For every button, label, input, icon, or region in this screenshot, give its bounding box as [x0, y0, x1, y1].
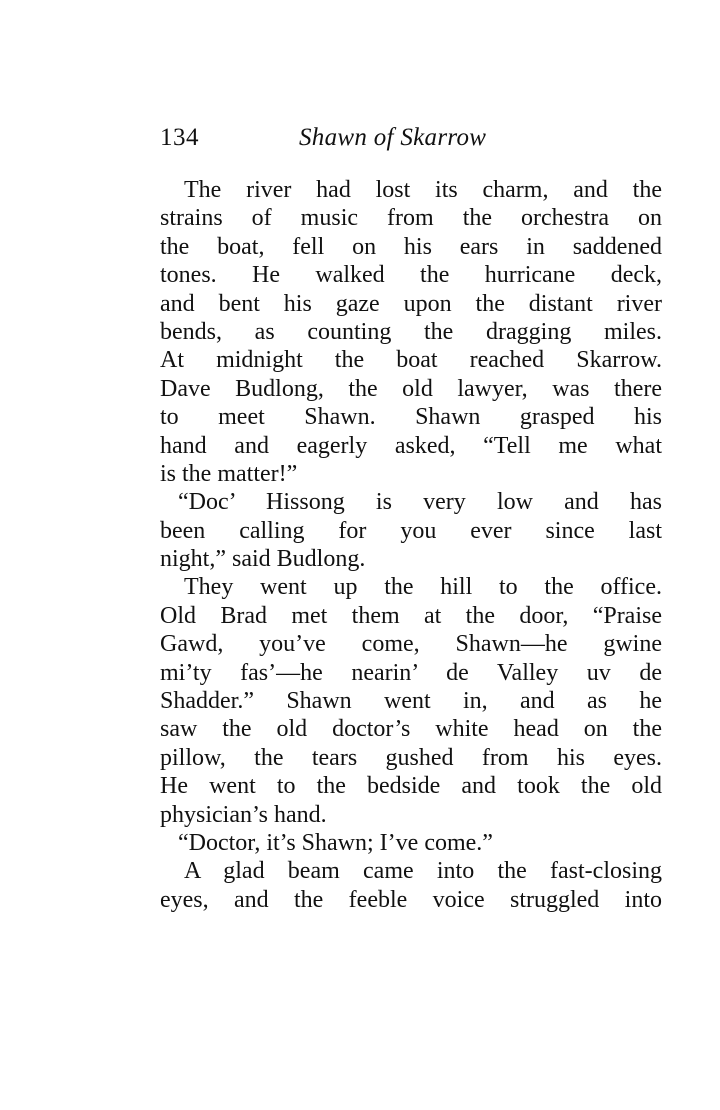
text-line: They went up the hill to the office.	[184, 574, 662, 601]
text-line: and bent his gaze upon the distant river	[160, 290, 662, 317]
text-line: Dave Budlong, the old lawyer, was there	[160, 375, 662, 402]
page-number: 134	[160, 124, 199, 151]
text-line: hand and eagerly asked, “Tell me what	[160, 432, 662, 459]
text-line: He went to the bedside and took the old	[160, 773, 662, 800]
body-text	[160, 176, 662, 914]
text-line: A glad beam came into the fast-closing	[184, 858, 662, 885]
text-line: bends, as counting the dragging miles.	[160, 318, 662, 345]
text-line: saw the old doctor’s white head on the	[160, 716, 662, 743]
text-line: the boat, fell on his ears in saddened	[160, 233, 662, 260]
text-line: is the matter!”	[160, 460, 298, 487]
text-line: “Doc’ Hissong is very low and has	[178, 489, 662, 516]
text-line: tones. He walked the hurricane deck,	[160, 262, 662, 289]
text-line: The river had lost its charm, and the	[184, 177, 662, 203]
page-header	[160, 118, 660, 158]
text-line: been calling for you ever since last	[160, 517, 662, 544]
text-line: eyes, and the feeble voice struggled into	[160, 886, 662, 913]
text-line: to meet Shawn. Shawn grasped his	[160, 404, 662, 431]
text-line: physician’s hand.	[160, 801, 327, 828]
text-line: Gawd, you’ve come, Shawn—he gwine	[160, 631, 662, 658]
text-line: Old Brad met them at the door, “Praise	[160, 602, 662, 629]
text-line: “Doctor, it’s Shawn; I’ve come.”	[178, 829, 493, 856]
text-line: At midnight the boat reached Skarrow.	[160, 347, 662, 374]
text-line: strains of music from the orchestra on	[160, 205, 662, 232]
text-line: mi’ty fas’—he nearin’ de Valley uv de	[160, 659, 662, 686]
text-line: night,” said Budlong.	[160, 546, 366, 573]
running-title: Shawn of Skarrow	[299, 124, 487, 151]
text-line: pillow, the tears gushed from his eyes.	[160, 744, 662, 771]
text-line: Shadder.” Shawn went in, and as he	[160, 688, 662, 715]
